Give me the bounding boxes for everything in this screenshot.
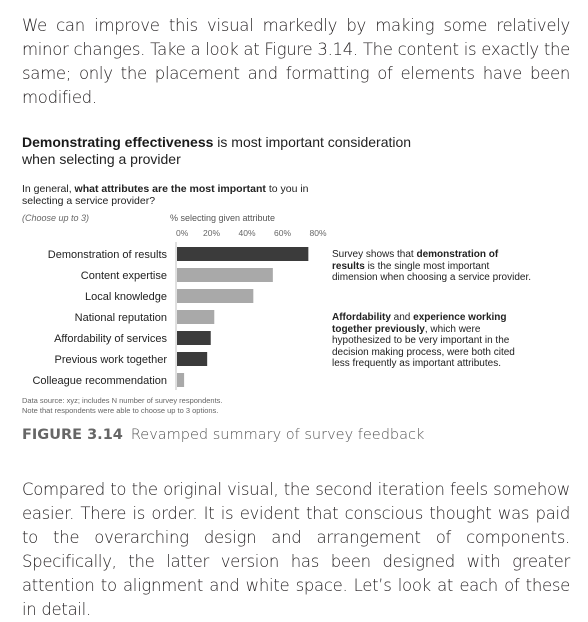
intro-paragraph: We can improve this visual markedly by making some relatively minor changes. Take a look at Figure 3.14. The content is exactly the same; only the placement and formatting of elements have been modified. [22,16,570,107]
bar-previous-work-together [177,352,207,366]
footnote-line2: Note that respondents were able to choose up to 3 options. [22,405,219,415]
closing-paragraph: Compared to the original visual, the second iteration feels somehow easier. There is order. It is evident that conscious thought was paid to the overarching design and arrangement of components. Specifically, the latter version has been designed with greater attention to alignment and white space. Let’s look at each of these in detail. [22,480,570,619]
annotation-demonstration [332,249,532,284]
figure-caption-text: Revamped summary of survey feedback [130,427,425,443]
category-label-colleague-recommendation: Colleague recommendation [32,375,167,387]
question-bold: what attributes are the most important [74,183,266,195]
annotation2-bold1: Affordability [332,312,391,323]
question-rest: to you in selecting a service provider? [22,183,309,207]
annotation1-bold: demonstration of results [332,249,499,272]
choose-note: (Choose up to 3) [22,213,90,223]
x-tick-label: 0% [176,228,189,238]
bar-content-expertise [177,268,273,282]
survey-question [22,183,322,207]
category-label-national-reputation: National reputation [74,312,167,324]
bar-local-knowledge [177,289,253,303]
annotation2-mid: and [390,312,414,323]
annotation2-bold2: experience working together previously [332,312,507,335]
bar-chart [0,222,340,394]
category-label-local-knowledge: Local knowledge [85,291,167,303]
category-label-content-expertise: Content expertise [80,270,167,282]
question-prefix: In general, [22,183,75,195]
footnote-line1: Data source: xyz; includes N number of survey respondents. [22,396,223,405]
chart-title [22,134,442,168]
chart-footnote [22,396,322,415]
chart-title-bold: Demonstrating effectiveness [22,134,214,150]
category-label-affordability-of-services: Affordability of services [54,333,167,345]
annotation2-post: , which were hypothesized to be very important in the decision making process, were both cited less frequently as important attributes. [332,323,515,369]
category-label-previous-work-together: Previous work together [54,354,167,366]
x-tick-label: 40% [238,228,256,238]
bar-colleague-recommendation [177,373,184,387]
bar-national-reputation [177,310,214,324]
annotation1-post: is the single most important dimension when choosing a service provider. [332,260,531,283]
axis-caption: % selecting given attribute [170,213,276,223]
chart-title-rest: is most important consideration when selecting a provider [22,134,412,167]
bar-demonstration-of-results [177,247,308,261]
category-label-demonstration-of-results: Demonstration of results [47,249,167,261]
x-tick-label: 80% [309,228,327,238]
annotation1-pre: Survey shows that [332,249,417,260]
figure-label: FIGURE 3.14 [22,427,123,443]
annotation-affordability [332,312,532,370]
x-tick-label: 60% [273,228,292,238]
bar-affordability-of-services [177,331,211,345]
x-tick-label: 20% [202,228,221,238]
figure-caption [22,427,424,443]
